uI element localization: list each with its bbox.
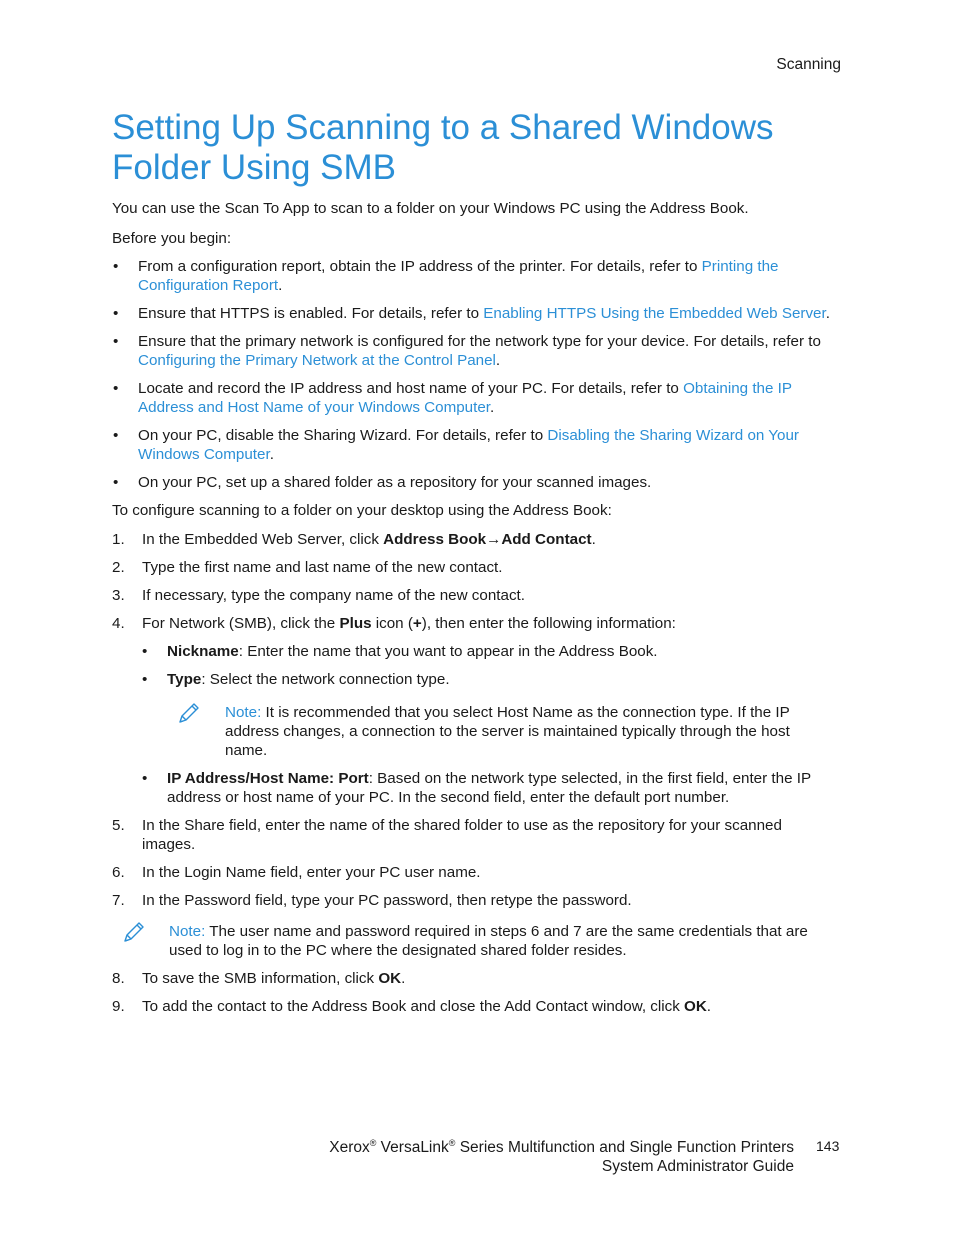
footer-product-line: Xerox® VersaLink® Series Multifunction and Single Function Printers	[329, 1137, 794, 1156]
note-label: Note:	[169, 923, 206, 940]
step-3: 3. If necessary, type the company name of the new contact.	[112, 587, 525, 604]
note-label: Note:	[225, 704, 262, 721]
step-4: 4. For Network (SMB), click the Plus icon (+), then enter the following information: • Nickname: Enter the name that you want to appear in the Address Book. • Type: Select the network connection type. Note: It is recommended that you select Host Name as the connection type. If the IP address changes, a connection to the server is maintained typically through the host name. • IP Address/Host Name: Port: Based on the network type selected, in the first field, enter the IP address or host name of your PC. In the second field, enter the default port number.	[112, 614, 834, 807]
list-item: • Ensure that HTTPS is enabled. For details, refer to Enabling HTTPS Using the Embedded Web Server.	[112, 304, 834, 323]
step-number: 5.	[112, 817, 125, 834]
step-6: 6. In the Login Name field, enter your PC user name.	[112, 864, 481, 881]
before-you-begin: Before you begin:	[112, 230, 232, 247]
list-item: • Type: Select the network connection type. Note: It is recommended that you select Host Name as the connection type. If the IP address changes, a connection to the server is maintained typically through the host name.	[142, 670, 834, 760]
step-5: 5. In the Share field, enter the name of the shared folder to use as the repository for your scanned images.	[112, 817, 782, 853]
link-printing-config-report[interactable]: Printing the Configuration Report	[138, 258, 779, 294]
list-item: • From a configuration report, obtain the IP address of the printer. For details, refer to Printing the Configuration Report.	[112, 257, 834, 295]
step-2: 2. Type the first name and last name of the new contact.	[112, 559, 503, 576]
page-footer	[329, 1138, 794, 1176]
field-list	[142, 642, 834, 807]
address-book-label: Address Book	[383, 531, 487, 548]
add-contact-label: Add Contact	[501, 531, 592, 548]
list-item: • Nickname: Enter the name that you want to appear in the Address Book.	[142, 642, 834, 661]
pencil-icon	[175, 701, 201, 727]
steps-list	[112, 530, 834, 910]
page-title: Setting Up Scanning to a Shared Windows Folder Using SMB	[112, 108, 774, 187]
step-number: 4.	[112, 615, 125, 632]
intro-paragraph: You can use the Scan To App to scan to a folder on your Windows PC using the Address Book.	[112, 200, 749, 217]
arrow-icon: →	[486, 531, 502, 548]
link-configuring-primary-network[interactable]: Configuring the Primary Network at the Control Panel	[138, 352, 496, 369]
step-number: 7.	[112, 892, 125, 909]
ok-label: OK	[684, 998, 707, 1015]
step-number: 9.	[112, 998, 125, 1015]
list-item: • On your PC, set up a shared folder as a repository for your scanned images.	[112, 473, 834, 492]
plus-icon: +	[412, 615, 422, 632]
prerequisite-list	[112, 257, 834, 492]
footer-guide-line: System Administrator Guide	[601, 1158, 794, 1175]
step-number: 6.	[112, 864, 125, 881]
note-box: Note: It is recommended that you select Host Name as the connection type. If the IP address changes, a connection to the server is maintained typically through the host name.	[167, 703, 834, 760]
list-item: • Ensure that the primary network is configured for the network type for your device. For details, refer to Configuring the Primary Network at the Control Panel.	[112, 332, 834, 370]
plus-label: Plus	[339, 615, 372, 632]
step-number: 3.	[112, 587, 125, 604]
link-disabling-sharing-wizard[interactable]: Disabling the Sharing Wizard on Your Windows Computer	[138, 427, 799, 463]
ok-label: OK	[378, 970, 402, 987]
step-1: 1. In the Embedded Web Server, click Address Book→Add Contact.	[112, 531, 596, 548]
link-enabling-https[interactable]: Enabling HTTPS Using the Embedded Web Server	[483, 305, 826, 322]
note-box: Note: The user name and password required in steps 6 and 7 are the same credentials that are used to log in to the PC where the designated shared folder resides.	[112, 922, 834, 960]
step-7: 7. In the Password field, type your PC password, then retype the password.	[112, 892, 632, 909]
step-number: 1.	[112, 531, 125, 548]
step-8: 8. To save the SMB information, click OK.	[112, 970, 406, 987]
step-number: 2.	[112, 559, 125, 576]
link-obtaining-ip-address[interactable]: Obtaining the IP Address and Host Name of your Windows Computer	[138, 380, 792, 416]
list-item: • IP Address/Host Name: Port: Based on the network type selected, in the first field, enter the IP address or host name of your PC. In the second field, enter the default port number.	[142, 769, 834, 807]
configure-intro: To configure scanning to a folder on your desktop using the Address Book:	[112, 502, 612, 519]
page-number: 143	[816, 1138, 840, 1154]
step-9: 9. To add the contact to the Address Book and close the Add Contact window, click OK.	[112, 998, 712, 1015]
step-number: 8.	[112, 970, 125, 987]
list-item: • Locate and record the IP address and host name of your PC. For details, refer to Obtaining the IP Address and Host Name of your Windows Computer.	[112, 379, 834, 417]
running-header: Scanning	[776, 56, 841, 73]
list-item: • On your PC, disable the Sharing Wizard. For details, refer to Disabling the Sharing Wizard on Your Windows Computer.	[112, 426, 834, 464]
steps-list-continued	[112, 969, 834, 1016]
pencil-icon	[120, 920, 146, 946]
main-content	[112, 199, 834, 1025]
